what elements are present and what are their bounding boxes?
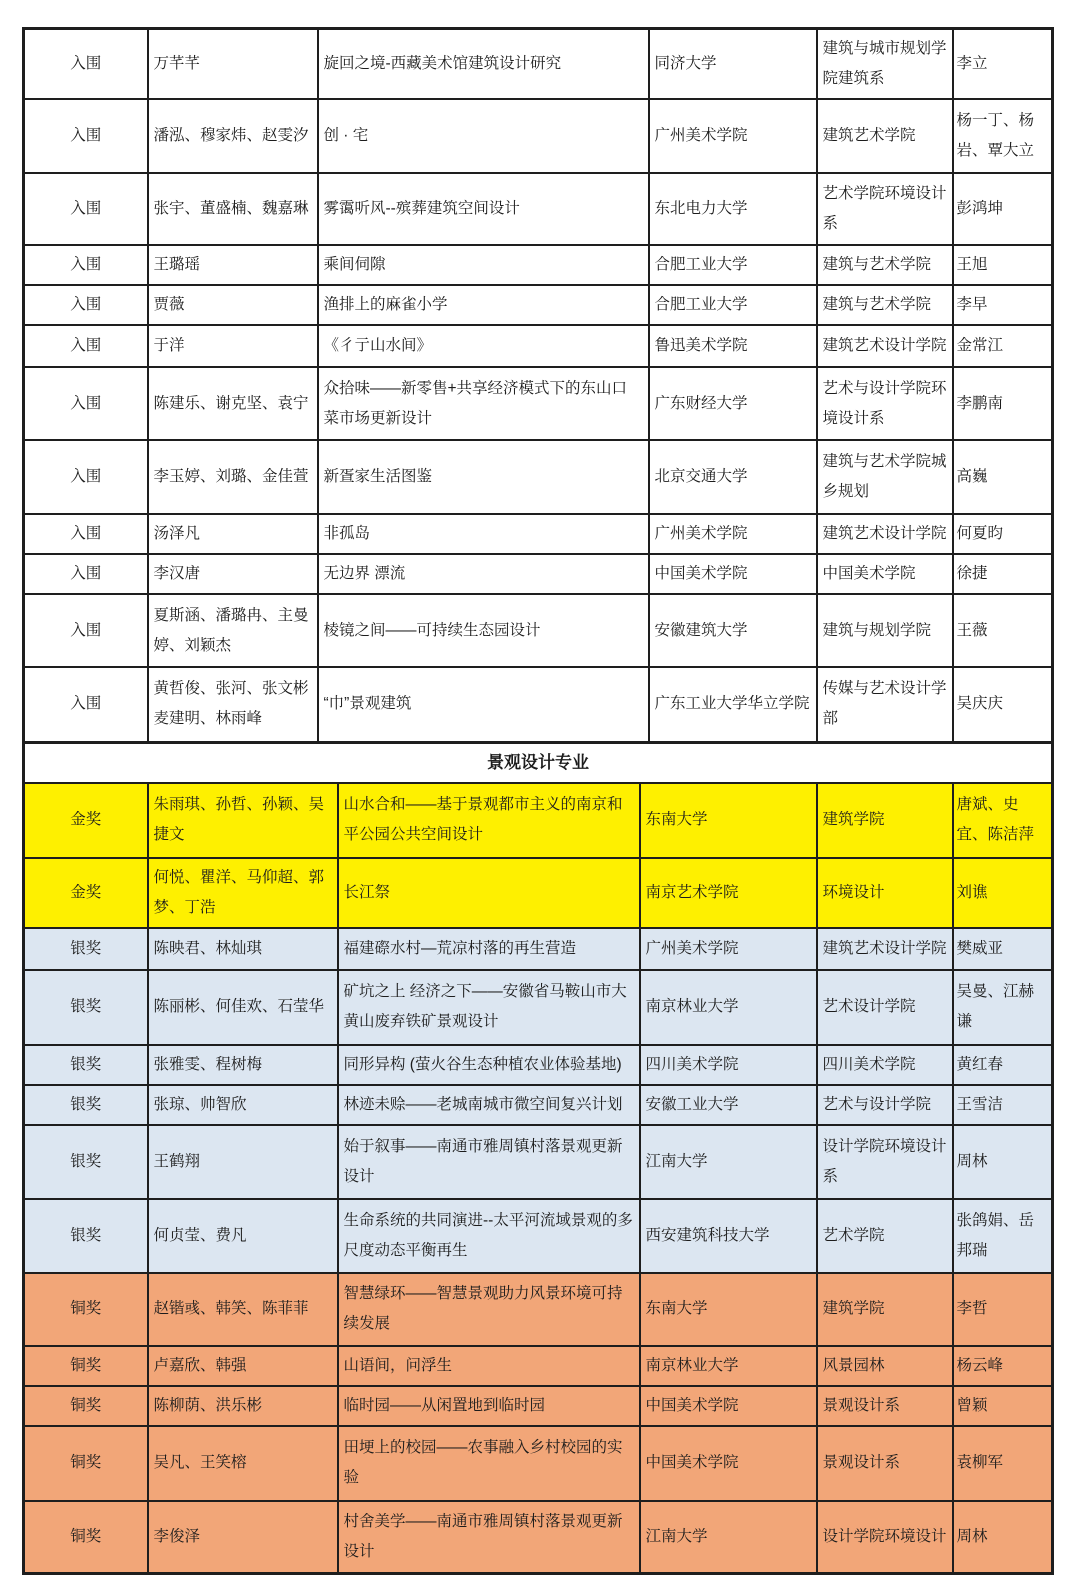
project-title-cell: 众拾味——新零售+共享经济模式下的东山口菜市场更新设计: [318, 367, 649, 440]
table-row: [24, 667, 1053, 742]
department-cell: 艺术设计学院: [817, 970, 953, 1045]
advisors-cell: 徐捷: [953, 554, 1053, 594]
university-cell: 安徽工业大学: [640, 1085, 817, 1125]
university-cell: 合肥工业大学: [649, 245, 817, 285]
table-row: [24, 514, 1053, 554]
table-row: [24, 1125, 1053, 1199]
advisors-cell: 周林: [953, 1501, 1053, 1574]
advisors-cell: 何夏昀: [953, 514, 1053, 554]
authors-cell: 李玉婷、刘璐、金佳萱: [148, 440, 318, 514]
table-row: [24, 970, 1053, 1045]
authors-cell: 何悦、瞿洋、马仰超、郭梦、丁浩: [148, 858, 338, 928]
department-cell: 建筑艺术学院: [817, 99, 953, 173]
authors-cell: 李汉唐: [148, 554, 318, 594]
award-cell: 入围: [24, 514, 148, 554]
table-row: [24, 1085, 1053, 1125]
landscape-section-table: [22, 741, 1054, 1576]
university-cell: 东南大学: [640, 1273, 817, 1346]
table-row: [24, 1199, 1053, 1273]
project-title-cell: 棱镜之间——可持续生态园设计: [318, 594, 649, 667]
authors-cell: 何贞莹、费凡: [148, 1199, 338, 1273]
department-cell: 建筑艺术设计学院: [817, 928, 953, 970]
advisors-cell: 李鹏南: [953, 367, 1053, 440]
award-cell: 铜奖: [24, 1346, 148, 1386]
university-cell: 北京交通大学: [649, 440, 817, 514]
award-cell: 入围: [24, 173, 148, 245]
university-cell: 广东财经大学: [649, 367, 817, 440]
department-cell: 建筑学院: [817, 783, 953, 858]
project-title-cell: 同形异构 (萤火谷生态种植农业体验基地): [338, 1045, 640, 1085]
table-row: [24, 928, 1053, 970]
award-cell: 入围: [24, 29, 148, 100]
project-title-cell: 非孤岛: [318, 514, 649, 554]
advisors-cell: 吴曼、江赫谦: [953, 970, 1053, 1045]
award-cell: 入围: [24, 554, 148, 594]
project-title-cell: 创 · 宅: [318, 99, 649, 173]
authors-cell: 赵锴彧、韩笑、陈菲菲: [148, 1273, 338, 1346]
project-title-cell: 乘间伺隙: [318, 245, 649, 285]
department-cell: 建筑艺术设计学院: [817, 325, 953, 367]
university-cell: 广东工业大学华立学院: [649, 667, 817, 742]
project-title-cell: 渔排上的麻雀小学: [318, 285, 649, 325]
award-cell: 银奖: [24, 1199, 148, 1273]
award-cell: 银奖: [24, 1125, 148, 1199]
table-row: [24, 29, 1053, 100]
authors-cell: 王鹤翔: [148, 1125, 338, 1199]
advisors-cell: 曾颖: [953, 1386, 1053, 1426]
award-cell: 入围: [24, 594, 148, 667]
advisors-cell: 彭鸿坤: [953, 173, 1053, 245]
section-title: 景观设计专业: [24, 742, 1053, 783]
award-cell: 入围: [24, 367, 148, 440]
advisors-cell: 刘谯: [953, 858, 1053, 928]
department-cell: 设计学院环境设计系: [817, 1125, 953, 1199]
authors-cell: 张宇、董盛楠、魏嘉琳: [148, 173, 318, 245]
award-cell: 入围: [24, 285, 148, 325]
authors-cell: 张琼、帅智欣: [148, 1085, 338, 1125]
department-cell: 中国美术学院: [817, 554, 953, 594]
university-cell: 中国美术学院: [640, 1386, 817, 1426]
advisors-cell: 张鸽娟、岳邦瑞: [953, 1199, 1053, 1273]
university-cell: 鲁迅美术学院: [649, 325, 817, 367]
university-cell: 江南大学: [640, 1501, 817, 1574]
table-row: [24, 783, 1053, 858]
award-cell: 入围: [24, 325, 148, 367]
department-cell: 建筑与艺术学院: [817, 245, 953, 285]
authors-cell: 卢嘉欣、韩强: [148, 1346, 338, 1386]
table-row: [24, 1045, 1053, 1085]
table-row: [24, 1386, 1053, 1426]
project-title-cell: 新疍家生活图鉴: [318, 440, 649, 514]
authors-cell: 贾薇: [148, 285, 318, 325]
advisors-cell: 袁柳军: [953, 1426, 1053, 1501]
project-title-cell: 临时园——从闲置地到临时园: [338, 1386, 640, 1426]
table-row: [24, 440, 1053, 514]
university-cell: 四川美术学院: [640, 1045, 817, 1085]
department-cell: 艺术与设计学院环境设计系: [817, 367, 953, 440]
advisors-cell: 李早: [953, 285, 1053, 325]
project-title-cell: 长江祭: [338, 858, 640, 928]
advisors-cell: 杨一丁、杨岩、覃大立: [953, 99, 1053, 173]
authors-cell: 张雅雯、程树梅: [148, 1045, 338, 1085]
authors-cell: 汤泽凡: [148, 514, 318, 554]
award-cell: 银奖: [24, 1045, 148, 1085]
award-cell: 银奖: [24, 1085, 148, 1125]
department-cell: 景观设计系: [817, 1426, 953, 1501]
authors-cell: 于洋: [148, 325, 318, 367]
award-cell: 入围: [24, 99, 148, 173]
project-title-cell: 福建磜水村—荒凉村落的再生营造: [338, 928, 640, 970]
award-cell: 金奖: [24, 783, 148, 858]
authors-cell: 陈映君、林灿琪: [148, 928, 338, 970]
authors-cell: 万芊芊: [148, 29, 318, 100]
university-cell: 同济大学: [649, 29, 817, 100]
project-title-cell: 《彳亍山水间》: [318, 325, 649, 367]
table-row: [24, 1501, 1053, 1574]
authors-cell: 朱雨琪、孙哲、孙颖、吴捷文: [148, 783, 338, 858]
table-row: [24, 173, 1053, 245]
project-title-cell: 山语间，问浮生: [338, 1346, 640, 1386]
award-cell: 金奖: [24, 858, 148, 928]
department-cell: 建筑与艺术学院城乡规划: [817, 440, 953, 514]
section-header-row: [24, 742, 1053, 783]
project-title-cell: 无边界 漂流: [318, 554, 649, 594]
department-cell: 建筑学院: [817, 1273, 953, 1346]
department-cell: 艺术与设计学院: [817, 1085, 953, 1125]
award-cell: 铜奖: [24, 1386, 148, 1426]
advisors-cell: 樊威亚: [953, 928, 1053, 970]
awards-table: [22, 27, 1054, 1575]
table-row: [24, 99, 1053, 173]
award-cell: 铜奖: [24, 1426, 148, 1501]
advisors-cell: 杨云峰: [953, 1346, 1053, 1386]
award-cell: 银奖: [24, 970, 148, 1045]
university-cell: 东南大学: [640, 783, 817, 858]
university-cell: 东北电力大学: [649, 173, 817, 245]
table-row: [24, 325, 1053, 367]
university-cell: 南京林业大学: [640, 1346, 817, 1386]
project-title-cell: 智慧绿环——智慧景观助力风景环境可持续发展: [338, 1273, 640, 1346]
department-cell: 艺术学院: [817, 1199, 953, 1273]
advisors-cell: 黄红春: [953, 1045, 1053, 1085]
project-title-cell: 村舍美学——南通市雅周镇村落景观更新设计: [338, 1501, 640, 1574]
university-cell: 广州美术学院: [649, 99, 817, 173]
table-row: [24, 594, 1053, 667]
department-cell: 景观设计系: [817, 1386, 953, 1426]
project-title-cell: 矿坑之上 经济之下——安徽省马鞍山市大黄山废弃铁矿景观设计: [338, 970, 640, 1045]
authors-cell: 陈丽彬、何佳欢、石莹华: [148, 970, 338, 1045]
university-cell: 合肥工业大学: [649, 285, 817, 325]
table-row: [24, 858, 1053, 928]
advisors-cell: 李哲: [953, 1273, 1053, 1346]
university-cell: 江南大学: [640, 1125, 817, 1199]
authors-cell: 陈柳荫、洪乐彬: [148, 1386, 338, 1426]
university-cell: 广州美术学院: [640, 928, 817, 970]
authors-cell: 王璐瑶: [148, 245, 318, 285]
table-row: [24, 285, 1053, 325]
department-cell: 建筑与规划学院: [817, 594, 953, 667]
authors-cell: 夏斯涵、潘璐冉、主曼婷、刘颖杰: [148, 594, 318, 667]
award-cell: 铜奖: [24, 1273, 148, 1346]
department-cell: 环境设计: [817, 858, 953, 928]
department-cell: 建筑艺术设计学院: [817, 514, 953, 554]
authors-cell: 潘泓、穆家炜、赵雯汐: [148, 99, 318, 173]
project-title-cell: 生命系统的共同演进--太平河流域景观的多尺度动态平衡再生: [338, 1199, 640, 1273]
advisors-cell: 周林: [953, 1125, 1053, 1199]
department-cell: 设计学院环境设计: [817, 1501, 953, 1574]
award-cell: 铜奖: [24, 1501, 148, 1574]
table-row: [24, 1346, 1053, 1386]
department-cell: 建筑与艺术学院: [817, 285, 953, 325]
award-cell: 入围: [24, 667, 148, 742]
university-cell: 西安建筑科技大学: [640, 1199, 817, 1273]
project-title-cell: 林迹未赊——老城南城市微空间复兴计划: [338, 1085, 640, 1125]
table-row: [24, 367, 1053, 440]
project-title-cell: 山水合和——基于景观都市主义的南京和平公园公共空间设计: [338, 783, 640, 858]
advisors-cell: 王雪洁: [953, 1085, 1053, 1125]
project-title-cell: 田埂上的校园——农事融入乡村校园的实验: [338, 1426, 640, 1501]
university-cell: 南京艺术学院: [640, 858, 817, 928]
department-cell: 艺术学院环境设计系: [817, 173, 953, 245]
university-cell: 中国美术学院: [649, 554, 817, 594]
department-cell: 四川美术学院: [817, 1045, 953, 1085]
advisors-cell: 吴庆庆: [953, 667, 1053, 742]
advisors-cell: 李立: [953, 29, 1053, 100]
university-cell: 南京林业大学: [640, 970, 817, 1045]
university-cell: 广州美术学院: [649, 514, 817, 554]
project-title-cell: 始于叙事——南通市雅周镇村落景观更新设计: [338, 1125, 640, 1199]
table-row: [24, 1273, 1053, 1346]
table-row: [24, 554, 1053, 594]
advisors-cell: 王薇: [953, 594, 1053, 667]
table-row: [24, 245, 1053, 285]
project-title-cell: “巾”景观建筑: [318, 667, 649, 742]
award-cell: 入围: [24, 440, 148, 514]
authors-cell: 陈建乐、谢克坚、袁宁: [148, 367, 318, 440]
department-cell: 风景园林: [817, 1346, 953, 1386]
advisors-cell: 高巍: [953, 440, 1053, 514]
project-title-cell: 雾霭听风--殡葬建筑空间设计: [318, 173, 649, 245]
table-row: [24, 1426, 1053, 1501]
authors-cell: 李俊泽: [148, 1501, 338, 1574]
university-cell: 中国美术学院: [640, 1426, 817, 1501]
authors-cell: 吴凡、王笑榕: [148, 1426, 338, 1501]
award-cell: 入围: [24, 245, 148, 285]
advisors-cell: 唐斌、史宜、陈洁萍: [953, 783, 1053, 858]
advisors-cell: 王旭: [953, 245, 1053, 285]
department-cell: 传媒与艺术设计学部: [817, 667, 953, 742]
advisors-cell: 金常江: [953, 325, 1053, 367]
award-cell: 银奖: [24, 928, 148, 970]
authors-cell: 黄哲俊、张河、张文彬麦建明、林雨峰: [148, 667, 318, 742]
project-title-cell: 旋回之境-西藏美术馆建筑设计研究: [318, 29, 649, 100]
shortlist-section-table: [22, 27, 1054, 744]
university-cell: 安徽建筑大学: [649, 594, 817, 667]
department-cell: 建筑与城市规划学院建筑系: [817, 29, 953, 100]
